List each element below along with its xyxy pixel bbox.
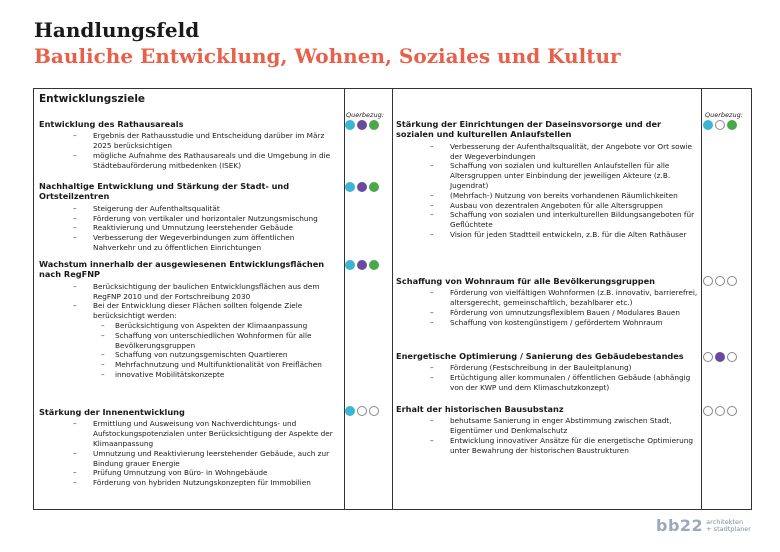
empty-circle-icon <box>369 406 379 416</box>
list-item: – Berücksichtigung der baulichen Entwicklungsflächen aus dem RegFNP 2010 und der Fortschreibung 2030 <box>39 282 339 302</box>
company-logo <box>656 516 751 535</box>
list-item: – Schaffung von sozialen und interkulturellen Bildungsangeboten für Geflüchtete <box>396 210 698 230</box>
right-section <box>396 119 698 240</box>
list-item: – mögliche Aufnahme des Rathausareals und die Umgebung in die Städtebauförderung mitbedenken (ISEK) <box>39 151 339 171</box>
right-section <box>396 404 698 456</box>
empty-circle-icon <box>703 406 713 416</box>
empty-circle-icon <box>703 352 713 362</box>
sub-list-item: – Mehrfachnutzung und Multifunktionalität von Freiflächen <box>39 360 339 370</box>
list-item: – Entwicklung innovativer Ansätze für die energetische Optimierung unter Bewahrung der historischen Baustrukturen <box>396 436 698 456</box>
blue-circle-icon <box>345 120 355 130</box>
column-divider-middle <box>392 89 393 509</box>
querbezug-label-left: Querbezug: <box>346 111 384 119</box>
left-section <box>39 259 339 380</box>
blue-circle-icon <box>345 406 355 416</box>
left-section <box>39 181 339 253</box>
querbezug-label-right: Querbezug: <box>705 111 743 119</box>
section-title: Entwicklung des Rathausareals <box>39 119 184 129</box>
list-item: – Umnutzung und Reaktivierung leerstehender Gebäude, auch zur Bindung grauer Energie <box>39 449 339 469</box>
querbezug-dots <box>703 276 737 286</box>
empty-circle-icon <box>727 406 737 416</box>
empty-circle-icon <box>715 406 725 416</box>
bullet-list <box>396 416 698 455</box>
list-item: – Ausbau von dezentralen Angeboten für alle Altersgruppen <box>396 201 698 211</box>
empty-circle-icon <box>727 276 737 286</box>
empty-circle-icon <box>727 352 737 362</box>
green-circle-icon <box>369 120 379 130</box>
page-subtitle: Bauliche Entwicklung, Wohnen, Soziales und Kultur <box>34 44 621 68</box>
section-title: Erhalt der historischen Bausubstanz <box>396 404 564 414</box>
list-item: – Ergebnis der Rathausstudie und Entscheidung darüber im März 2025 berücksichtigen <box>39 131 339 151</box>
right-section <box>396 276 698 328</box>
querbezug-dots <box>345 406 379 416</box>
blue-circle-icon <box>345 182 355 192</box>
empty-circle-icon <box>357 406 367 416</box>
section-title: Stärkung der Innenentwicklung <box>39 407 185 417</box>
logo-text <box>706 519 751 533</box>
list-item: – behutsame Sanierung in enger Abstimmung zwischen Stadt, Eigentümer und Denkmalschutz <box>396 416 698 436</box>
section-title: Stärkung der Einrichtungen der Daseinsvorsorge und der sozialen und kulturellen Anlaufstellen <box>396 119 662 140</box>
bullet-list <box>39 204 339 253</box>
list-item: – Ertüchtigung aller kommunalen / öffentlichen Gebäude (abhängig von der KWP und dem Klimaschutzkonzept) <box>396 373 698 393</box>
content-frame <box>33 88 752 510</box>
bullet-list <box>39 131 339 170</box>
querbezug-dots <box>703 352 737 362</box>
querbezug-dots <box>345 182 379 192</box>
querbezug-dots <box>345 260 379 270</box>
purple-circle-icon <box>357 182 367 192</box>
list-item: – Förderung (Festschreibung in der Bauleitplanung) <box>396 363 698 373</box>
left-section <box>39 119 339 171</box>
column-divider-left <box>344 89 345 509</box>
list-item: – Schaffung von sozialen und kulturellen Anlaufstellen für alle Altersgruppen unter Einbindung der jeweiligen Akteure (z.B. Jugendrat) <box>396 161 698 190</box>
purple-circle-icon <box>357 260 367 270</box>
logo-mark: bb22 <box>656 516 704 535</box>
bullet-list <box>396 363 698 392</box>
querbezug-dots <box>703 406 737 416</box>
list-item: – Verbesserung der Wegeverbindungen zum öffentlichen Nahverkehr und zu öffentlichen Einrichtungen <box>39 233 339 253</box>
list-item: – Reaktivierung und Umnutzung leerstehender Gebäude <box>39 223 339 233</box>
querbezug-dots <box>345 120 379 130</box>
list-item: – Verbesserung der Aufenthaltsqualität, der Angebote vor Ort sowie der Wegeverbindungen <box>396 142 698 162</box>
empty-circle-icon <box>715 120 725 130</box>
purple-circle-icon <box>357 120 367 130</box>
bullet-list <box>396 142 698 240</box>
sub-list-item: – Schaffung von unterschiedlichen Wohnformen für alle Bevölkerungsgruppen <box>39 331 339 351</box>
list-item: – Schaffung von kostengünstigem / gefördertem Wohnraum <box>396 318 698 328</box>
bullet-list <box>39 282 339 380</box>
green-circle-icon <box>369 182 379 192</box>
empty-circle-icon <box>703 276 713 286</box>
list-item: – Förderung von vertikaler und horizontaler Nutzungsmischung <box>39 214 339 224</box>
list-item: – Steigerung der Aufenthaltsqualität <box>39 204 339 214</box>
list-item: – Vision für jeden Stadtteil entwickeln, z.B. für die Alten Rathäuser <box>396 230 698 240</box>
right-section <box>396 351 698 393</box>
list-item: – Förderung von hybriden Nutzungskonzepten für Immobilien <box>39 478 339 488</box>
section-title: Energetische Optimierung / Sanierung des Gebäudebestandes <box>396 351 684 361</box>
list-item: – Ermittlung und Ausweisung von Nachverdichtungs- und Aufstockungspotenzialen unter Berücksichtigung der Aspekte der Klimaanpassung <box>39 419 339 448</box>
green-circle-icon <box>727 120 737 130</box>
left-section <box>39 407 339 488</box>
sub-list-item: – Schaffung von nutzungsgemischten Quartieren <box>39 350 339 360</box>
list-item: – Bei der Entwicklung dieser Flächen sollten folgende Ziele berücksichtigt werden: <box>39 301 339 321</box>
querbezug-dots <box>703 120 737 130</box>
section-title: Nachhaltige Entwicklung und Stärkung der Stadt- und Ortsteilzentren <box>39 181 290 202</box>
sub-list-item: – innovative Mobilitätskonzepte <box>39 370 339 380</box>
sub-list-item: – Berücksichtigung von Aspekten der Klimaanpassung <box>39 321 339 331</box>
section-title: Schaffung von Wohnraum für alle Bevölkerungsgruppen <box>396 276 655 286</box>
section-title: Wachstum innerhalb der ausgewiesenen Entwicklungsflächen nach RegFNP <box>39 259 325 280</box>
list-item: – Förderung von vielfältigen Wohnformen (z.B. innovativ, barrierefrei, altersgerecht, gemeinschaftlich, bezahlbarer etc.) <box>396 288 698 308</box>
list-item: – Prüfung Umnutzung von Büro- in Wohngebäude <box>39 468 339 478</box>
purple-circle-icon <box>715 352 725 362</box>
list-item: – Förderung von umnutzungsflexiblem Bauen / Modulares Bauen <box>396 308 698 318</box>
blue-circle-icon <box>703 120 713 130</box>
page-title: Handlungsfeld <box>34 18 200 42</box>
blue-circle-icon <box>345 260 355 270</box>
list-item: – (Mehrfach-) Nutzung von bereits vorhandenen Räumlichkeiten <box>396 191 698 201</box>
bullet-list <box>39 419 339 488</box>
green-circle-icon <box>369 260 379 270</box>
logo-line-2: + stadtplaner <box>706 524 751 533</box>
logo-line-1: architekten <box>706 517 744 526</box>
empty-circle-icon <box>715 276 725 286</box>
bullet-list <box>396 288 698 327</box>
column-divider-right <box>701 89 702 509</box>
box-title: Entwicklungsziele <box>39 93 146 105</box>
